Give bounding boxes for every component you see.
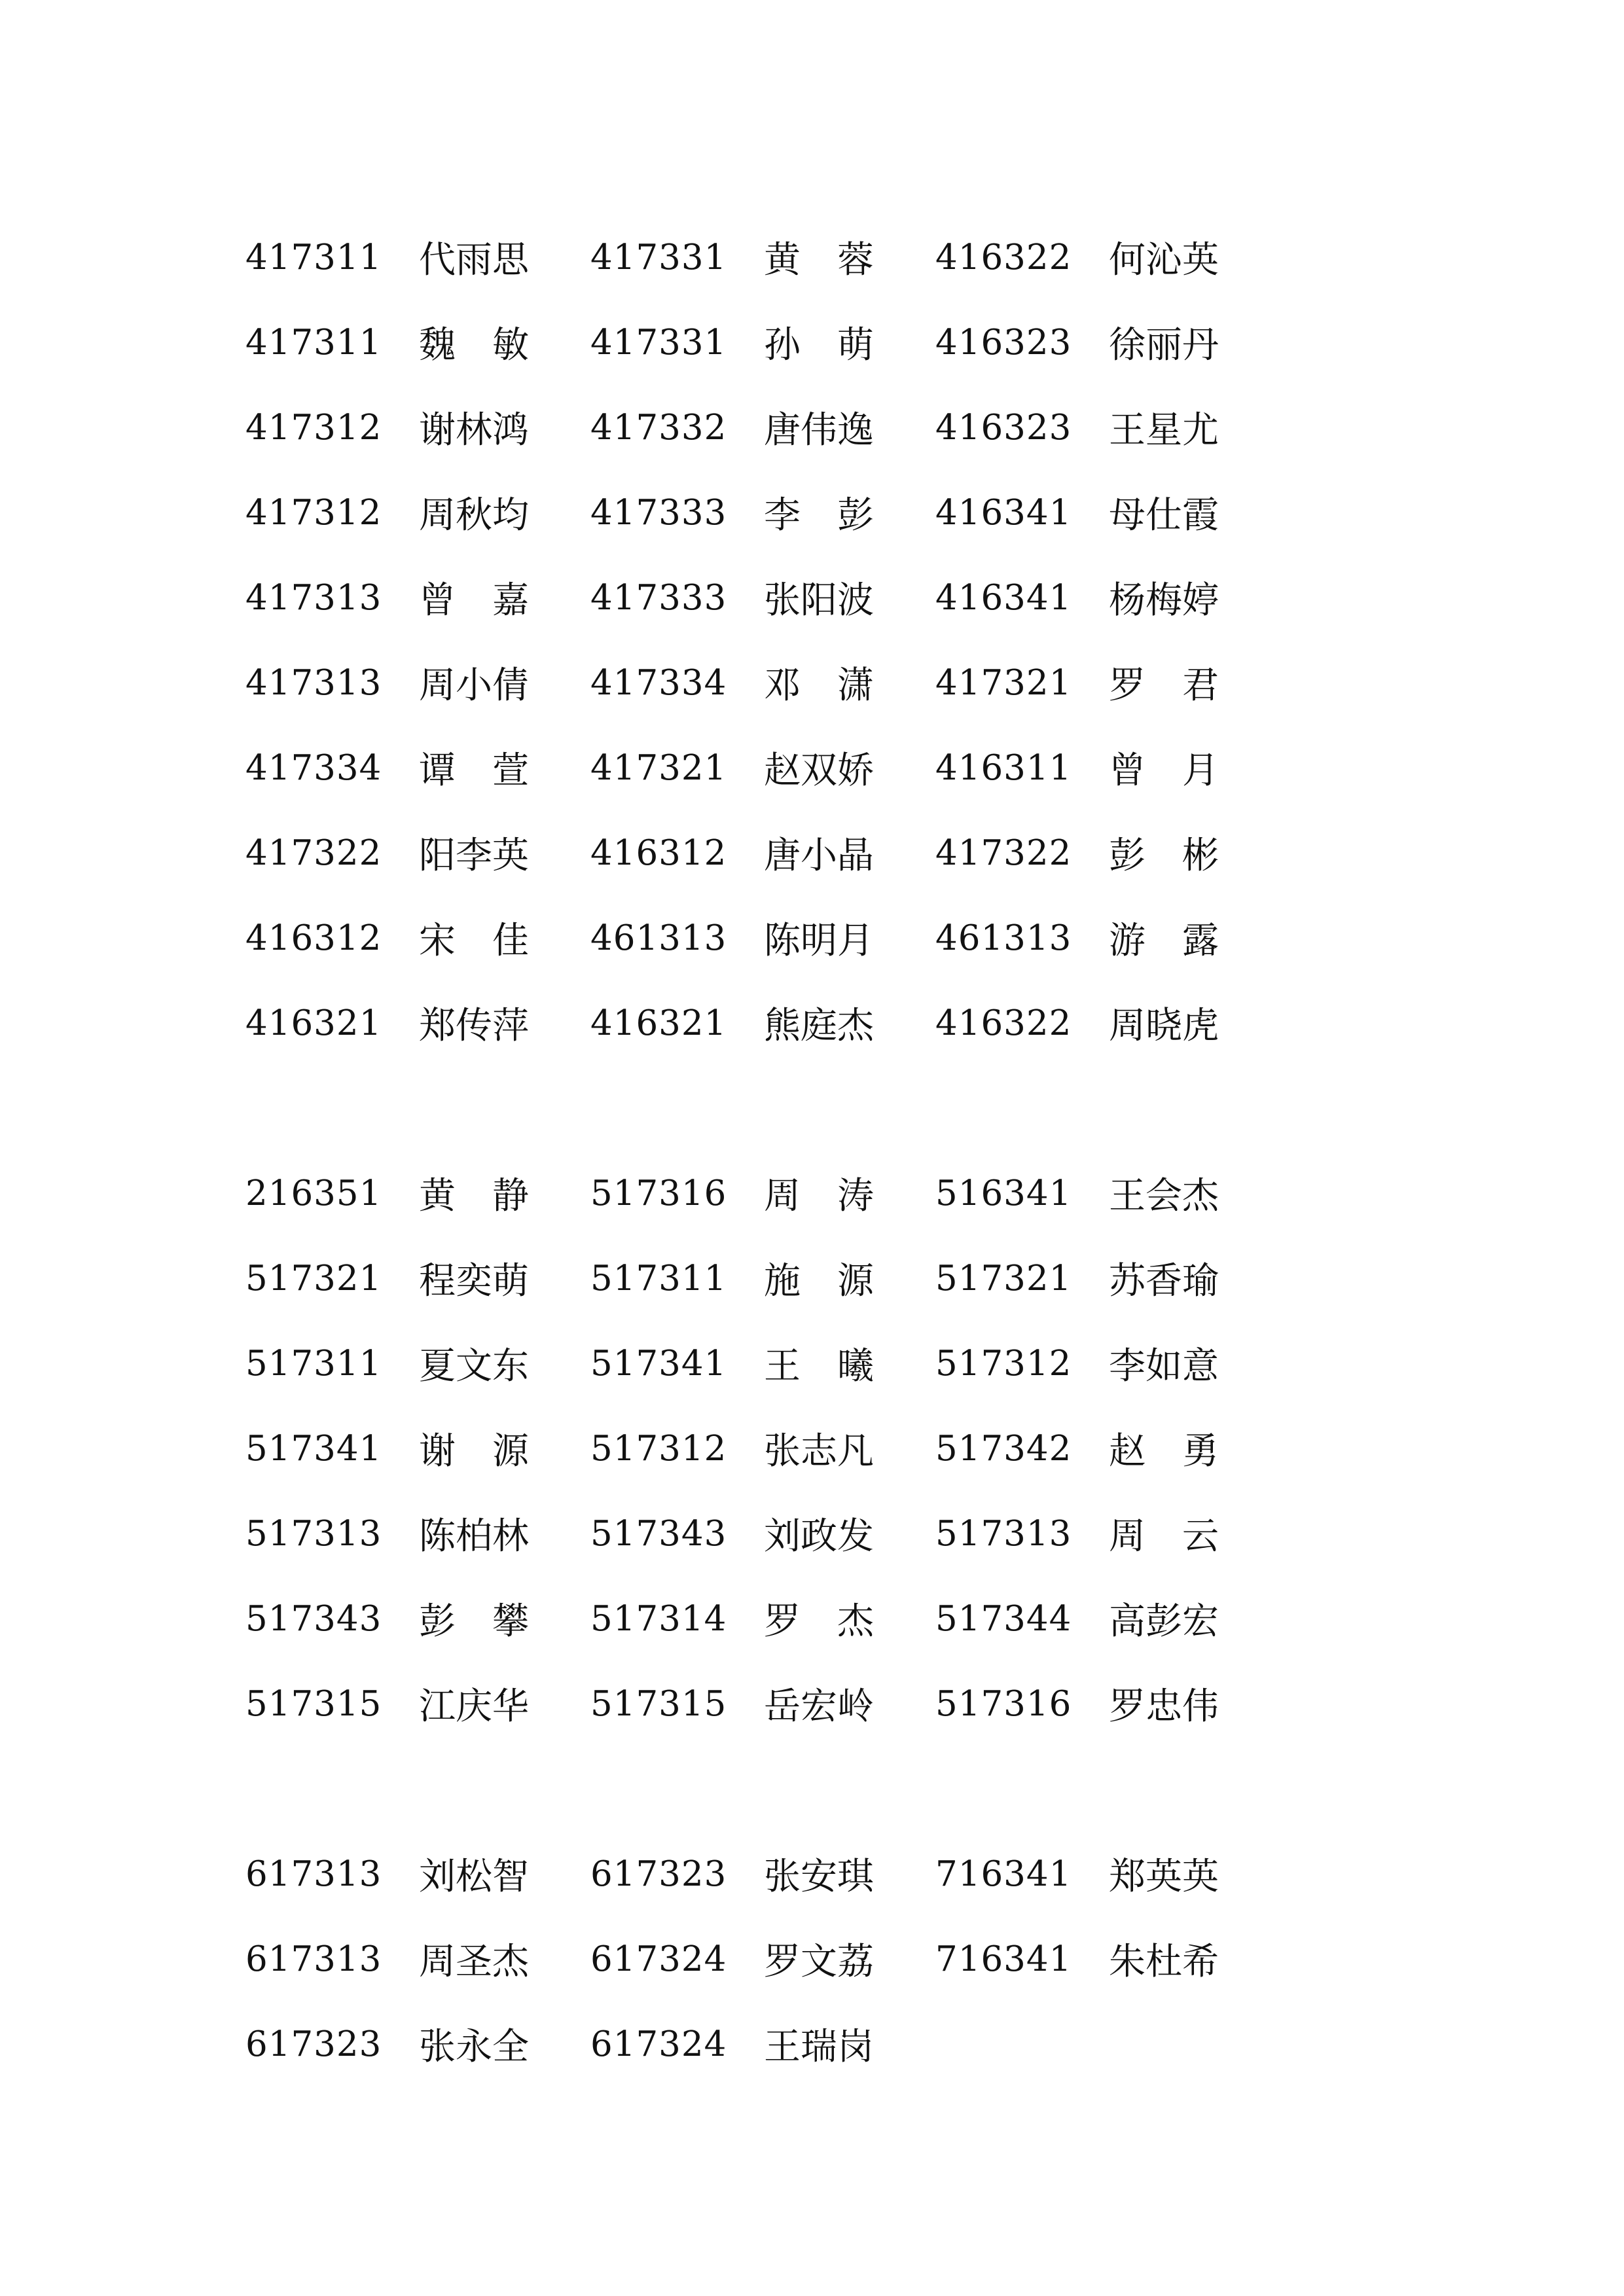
student-code: 416322 — [935, 1003, 1072, 1043]
student-name: 郑传萍 — [419, 1005, 529, 1047]
roster-row — [245, 1151, 1489, 1236]
student-code: 617313 — [245, 1939, 382, 1979]
student-code: 461313 — [590, 918, 727, 958]
student-name: 岳宏岭 — [764, 1685, 874, 1728]
student-code: 617324 — [590, 1939, 727, 1979]
student-code: 417331 — [590, 237, 727, 278]
student-code: 716341 — [935, 1854, 1072, 1894]
student-name: 周圣杰 — [419, 1941, 529, 1983]
roster-row — [245, 555, 1489, 640]
student-code: 417322 — [935, 833, 1072, 873]
student-code: 417332 — [590, 407, 727, 448]
student-name: 唐小晶 — [764, 834, 874, 877]
student-name: 徐丽丹 — [1109, 324, 1219, 367]
student-name: 阳李英 — [419, 834, 529, 877]
student-code: 417312 — [245, 407, 382, 448]
student-code: 617323 — [245, 2024, 382, 2064]
student-name: 施 源 — [764, 1260, 874, 1302]
student-code: 517343 — [245, 1598, 382, 1639]
student-code: 517314 — [590, 1598, 727, 1639]
roster-row — [245, 1321, 1489, 1406]
student-name: 罗 君 — [1109, 664, 1219, 707]
student-code: 416312 — [245, 918, 382, 958]
student-name: 张安琪 — [764, 1856, 874, 1898]
student-code: 617313 — [245, 1854, 382, 1894]
student-code: 517315 — [245, 1683, 382, 1724]
student-name: 张志凡 — [764, 1430, 874, 1473]
student-name: 江庆华 — [419, 1685, 529, 1728]
student-name: 杨梅婷 — [1109, 579, 1219, 622]
student-code: 517311 — [245, 1343, 382, 1384]
student-code: 517316 — [590, 1173, 727, 1213]
student-code: 416321 — [245, 1003, 382, 1043]
student-name: 刘政发 — [764, 1515, 874, 1558]
student-code: 417311 — [245, 237, 382, 278]
student-name: 罗 杰 — [764, 1600, 874, 1643]
student-name: 周 涛 — [764, 1175, 874, 1217]
student-name: 罗文荔 — [764, 1941, 874, 1983]
student-name: 苏香瑜 — [1109, 1260, 1219, 1302]
student-code: 517315 — [590, 1683, 727, 1724]
roster-row — [245, 1831, 1489, 1916]
student-code: 417321 — [935, 662, 1072, 703]
student-code: 417313 — [245, 662, 382, 703]
student-code: 416323 — [935, 407, 1072, 448]
roster-row — [245, 2001, 1489, 2087]
student-name: 游 露 — [1109, 920, 1219, 962]
student-name: 谢 源 — [419, 1430, 529, 1473]
student-name: 母仕霞 — [1109, 494, 1219, 537]
roster-row — [245, 300, 1489, 385]
student-name: 罗忠伟 — [1109, 1685, 1219, 1728]
student-name: 高彭宏 — [1109, 1600, 1219, 1643]
student-code: 517313 — [935, 1513, 1072, 1554]
student-name: 郑英英 — [1109, 1856, 1219, 1898]
student-name: 魏 敏 — [419, 324, 529, 367]
student-code: 416322 — [935, 237, 1072, 278]
student-name: 周秋均 — [419, 494, 529, 537]
roster-row — [245, 1406, 1489, 1491]
student-name: 程奕萌 — [419, 1260, 529, 1302]
roster-row — [245, 1661, 1489, 1746]
student-name: 赵双娇 — [764, 749, 874, 792]
roster-row — [245, 1491, 1489, 1576]
student-name: 陈柏林 — [419, 1515, 529, 1558]
roster-row — [245, 980, 1489, 1066]
student-name: 孙 萌 — [764, 324, 874, 367]
student-code: 417333 — [590, 577, 727, 618]
student-name: 彭 彬 — [1109, 834, 1219, 877]
student-code: 517341 — [590, 1343, 727, 1384]
student-code: 416323 — [935, 322, 1072, 363]
roster-row — [245, 470, 1489, 555]
student-code: 417313 — [245, 577, 382, 618]
student-code: 517341 — [245, 1428, 382, 1469]
student-code: 516341 — [935, 1173, 1072, 1213]
student-code: 517312 — [590, 1428, 727, 1469]
roster-row — [245, 895, 1489, 980]
student-code: 417321 — [590, 747, 727, 788]
student-name: 曾 月 — [1109, 749, 1219, 792]
student-code: 417333 — [590, 492, 727, 533]
student-name: 王星尤 — [1109, 409, 1219, 452]
student-code: 461313 — [935, 918, 1072, 958]
student-code: 416311 — [935, 747, 1072, 788]
student-code: 517311 — [590, 1258, 727, 1299]
student-code: 416321 — [590, 1003, 727, 1043]
student-name: 李 彭 — [764, 494, 874, 537]
roster-row — [245, 1576, 1489, 1661]
roster-row — [245, 215, 1489, 300]
student-code: 416312 — [590, 833, 727, 873]
student-code: 417334 — [590, 662, 727, 703]
student-code: 517316 — [935, 1683, 1072, 1724]
student-code: 416341 — [935, 492, 1072, 533]
student-name: 朱杜希 — [1109, 1941, 1219, 1983]
student-code: 216351 — [245, 1173, 382, 1213]
student-name: 李如意 — [1109, 1345, 1219, 1388]
roster-group — [245, 1151, 1489, 1746]
student-code: 517321 — [935, 1258, 1072, 1299]
student-name: 王瑞岗 — [764, 2026, 874, 2068]
student-name: 彭 攀 — [419, 1600, 529, 1643]
student-name: 夏文东 — [419, 1345, 529, 1388]
roster-group — [245, 1831, 1489, 2087]
student-name: 唐伟逸 — [764, 409, 874, 452]
student-code: 716341 — [935, 1939, 1072, 1979]
student-code: 517343 — [590, 1513, 727, 1554]
roster-groups — [245, 215, 1489, 2087]
roster-group — [245, 215, 1489, 1066]
student-name: 谭 萱 — [419, 749, 529, 792]
student-code: 617324 — [590, 2024, 727, 2064]
student-name: 周 云 — [1109, 1515, 1219, 1558]
roster-row — [245, 1916, 1489, 2001]
student-name: 周小倩 — [419, 664, 529, 707]
student-name: 邓 潇 — [764, 664, 874, 707]
student-name: 张阳波 — [764, 579, 874, 622]
student-code: 617323 — [590, 1854, 727, 1894]
student-name: 赵 勇 — [1109, 1430, 1219, 1473]
student-code: 417331 — [590, 322, 727, 363]
student-code: 517313 — [245, 1513, 382, 1554]
student-name: 宋 佳 — [419, 920, 529, 962]
student-name: 王 曦 — [764, 1345, 874, 1388]
student-name: 黄 蓉 — [764, 239, 874, 281]
student-code: 416341 — [935, 577, 1072, 618]
student-code: 517321 — [245, 1258, 382, 1299]
student-name: 曾 嘉 — [419, 579, 529, 622]
student-code: 417312 — [245, 492, 382, 533]
roster-row — [245, 385, 1489, 470]
student-name: 王会杰 — [1109, 1175, 1219, 1217]
student-name: 代雨思 — [419, 239, 529, 281]
roster-row — [245, 810, 1489, 895]
student-name: 张永全 — [419, 2026, 529, 2068]
roster-row — [245, 640, 1489, 725]
student-name: 熊庭杰 — [764, 1005, 874, 1047]
roster-row — [245, 1236, 1489, 1321]
student-code: 517342 — [935, 1428, 1072, 1469]
student-code: 517312 — [935, 1343, 1072, 1384]
student-code: 417334 — [245, 747, 382, 788]
student-code: 517344 — [935, 1598, 1072, 1639]
roster-row — [245, 725, 1489, 810]
student-name: 陈明月 — [764, 920, 874, 962]
student-name: 谢林鸿 — [419, 409, 529, 452]
student-name: 周晓虎 — [1109, 1005, 1219, 1047]
student-name: 刘松智 — [419, 1856, 529, 1898]
student-code: 417322 — [245, 833, 382, 873]
student-name: 黄 静 — [419, 1175, 529, 1217]
student-code: 417311 — [245, 322, 382, 363]
student-name: 何沁英 — [1109, 239, 1219, 281]
